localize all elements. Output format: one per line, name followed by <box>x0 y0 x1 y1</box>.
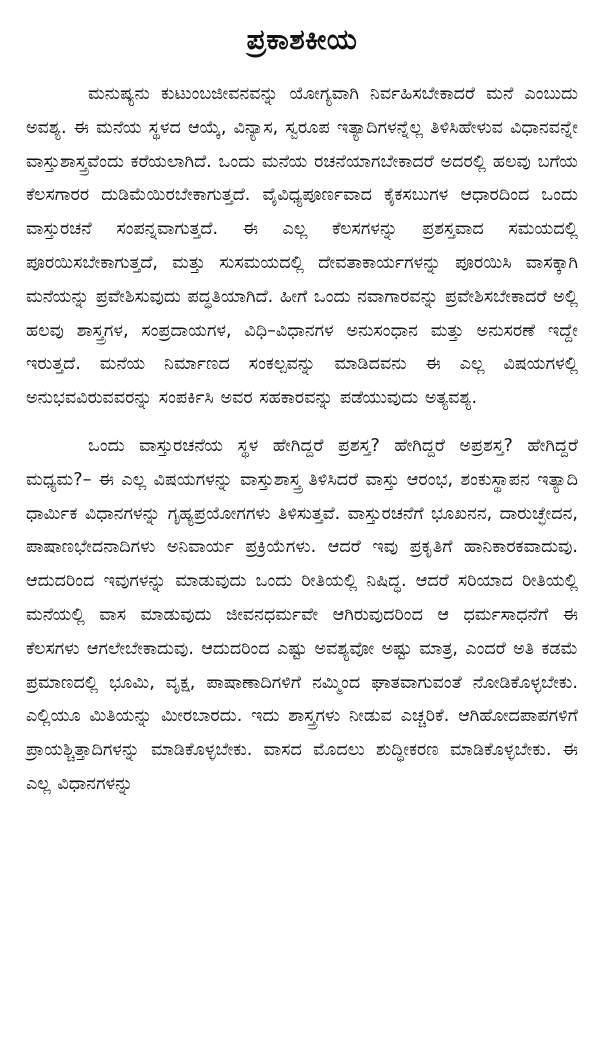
page-title: ಪ್ರಕಾಶಕೀಯ <box>246 23 358 56</box>
paragraph-1: ಮನುಷ್ಯನು ಕುಟುಂಬಜೀವನವನ್ನು ಯೋಗ್ಯವಾಗಿ ನಿರ್ವಹಿಸಬೇಕಾದರೆ ಮನೆ ಎಂಬುದು ಅವಶ್ಯ. ಈ ಮನೆಯ ಸ್ಥಳದ ಆಯ್ಕೆ, ವಿನ್ಯಾಸ, ಸ್ವರೂಪ ಇತ್ಯಾದಿಗಳನ್ನೆಲ್ಲ ತಿಳಿಸಿಹೇಳುವ ವಿಧಾನವನ್ನೇ ವಾಸ್ತುಶಾಸ್ತ್ರವೆಂದು ಕರೆಯಲಾಗಿದೆ. ಒಂದು ಮನೆಯ ರಚನೆಯಾಗಬೇಕಾದರೆ ಅದರಲ್ಲಿ ಹಲವು ಬಗೆಯ ಕೆಲಸಗಾರರ ದುಡಿಮೆಯಿರಬೇಕಾಗುತ್ತದೆ. ವೈವಿಧ್ಯಪೂರ್ಣವಾದ ಕೈಕಸಬುಗಳ ಆಧಾರದಿಂದ ಒಂದು ವಾಸ್ತುರಚನೆ ಸಂಪನ್ನವಾಗುತ್ತದೆ. ಈ ಎಲ್ಲ ಕೆಲಸಗಳನ್ನು ಪ್ರಶಸ್ತವಾದ ಸಮಯದಲ್ಲಿ ಪೂರಯಿಸಬೇಕಾಗುತ್ತದೆ, ಮತ್ತು ಸುಸಮಯದಲ್ಲಿ ದೇವತಾಕಾರ್ಯಗಳನ್ನು ಪೂರಯಿಸಿ ವಾಸಕ್ಕಾಗಿ ಮನೆಯನ್ನು ಪ್ರವೇಶಿಸುವುದು ಪದ್ಧತಿಯಾಗಿದೆ. ಹೀಗೆ ಒಂದು ನವಾಗಾರವನ್ನು ಪ್ರವೇಶಿಸಬೇಕಾದರೆ ಅಲ್ಲಿ ಹಲವು ಶಾಸ್ತ್ರಗಳ, ಸಂಪ್ರದಾಯಗಳ, ವಿಧಿ–ವಿಧಾನಗಳ ಅನುಸಂಧಾನ ಮತ್ತು ಅನುಸರಣೆ ಇದ್ದೇ ಇರುತ್ತದೆ. ಮನೆಯ ನಿರ್ಮಾಣದ ಸಂಕಲ್ಪವನ್ನು ಮಾಡಿದವನು ಈ ಎಲ್ಲ ವಿಷಯಗಳಲ್ಲಿ ಅನುಭವವಿರುವವರನ್ನು ಸಂಪರ್ಕಿಸಿ ಅವರ ಸಹಕಾರವನ್ನು ಪಡೆಯುವುದು ಅತ್ಯವಶ್ಯ. <box>26 84 578 409</box>
paragraph-2: ಒಂದು ವಾಸ್ತುರಚನೆಯ ಸ್ಥಳ ಹೇಗಿದ್ದರೆ ಪ್ರಶಸ್ತ? ಹೇಗಿದ್ದರೆ ಅಪ್ರಶಸ್ತ? ಹೇಗಿದ್ದರೆ ಮಧ್ಯಮ?– ಈ ಎಲ್ಲ ವಿಷಯಗಳನ್ನು ವಾಸ್ತುಶಾಸ್ತ್ರ ತಿಳಿಸಿದರೆ ವಾಸ್ತು ಆರಂಭ, ಶಂಕುಸ್ಥಾಪನ ಇತ್ಯಾದಿ ಧಾರ್ಮಿಕ ವಿಧಾನಗಳನ್ನು ಗೃಹ್ಯಪ್ರಯೋಗಗಳು ತಿಳಿಸುತ್ತವೆ. ವಾಸ್ತುರಚನೆಗೆ ಭೂಖನನ, ದಾರುಚ್ಛೇದನ, ಪಾಷಾಣಭೇದನಾದಿಗಳು ಅನಿವಾರ್ಯ ಪ್ರಕ್ರಿಯೆಗಳು. ಆದರೆ ಇವು ಪ್ರಕೃತಿಗೆ ಹಾನಿಕಾರಕವಾದುವು. ಆದುದರಿಂದ ಇವುಗಳನ್ನು ಮಾಡುವುದು ಒಂದು ರೀತಿಯಲ್ಲಿ ನಿಷಿದ್ಧ. ಆದರೆ ಸರಿಯಾದ ರೀತಿಯಲ್ಲಿ ಮನೆಯಲ್ಲಿ ವಾಸ ಮಾಡುವುದು ಜೀವನಧರ್ಮವೇ ಆಗಿರುವುದರಿಂದ ಆ ಧರ್ಮಸಾಧನೆಗೆ ಈ ಕೆಲಸಗಳು ಆಗಲೇಬೇಕಾದುವು. ಆದುದರಿಂದ ಎಷ್ಟು ಅವಶ್ಯವೋ ಅಷ್ಟು ಮಾತ್ರ, ಎಂದರೆ ಅತಿ ಕಡಮೆ ಪ್ರಮಾಣದಲ್ಲಿ ಭೂಮಿ, ವೃಕ್ಷ, ಪಾಷಾಣಾದಿಗಳಿಗೆ ನಮ್ಮಿಂದ ಘಾತವಾಗುವಂತೆ ನೋಡಿಕೊಳ್ಳಬೇಕು. ಎಲ್ಲಿಯೂ ಮಿತಿಯನ್ನು ಮೀರಬಾರದು. ಇದು ಶಾಸ್ತ್ರಗಳು ನೀಡುವ ಎಚ್ಚರಿಕೆ. ಆಗಿಹೋದಪಾಪಗಳಿಗೆ ಪ್ರಾಯಶ್ಚಿತ್ತಾದಿಗಳನ್ನು ಮಾಡಿಕೊಳ್ಳಬೇಕು. ವಾಸದ ಮೊದಲು ಶುದ್ಧೀಕರಣ ಮಾಡಿಕೊಳ್ಳಬೇಕು. ಈ ಎಲ್ಲ ವಿಧಾನಗಳನ್ನು <box>26 435 578 794</box>
